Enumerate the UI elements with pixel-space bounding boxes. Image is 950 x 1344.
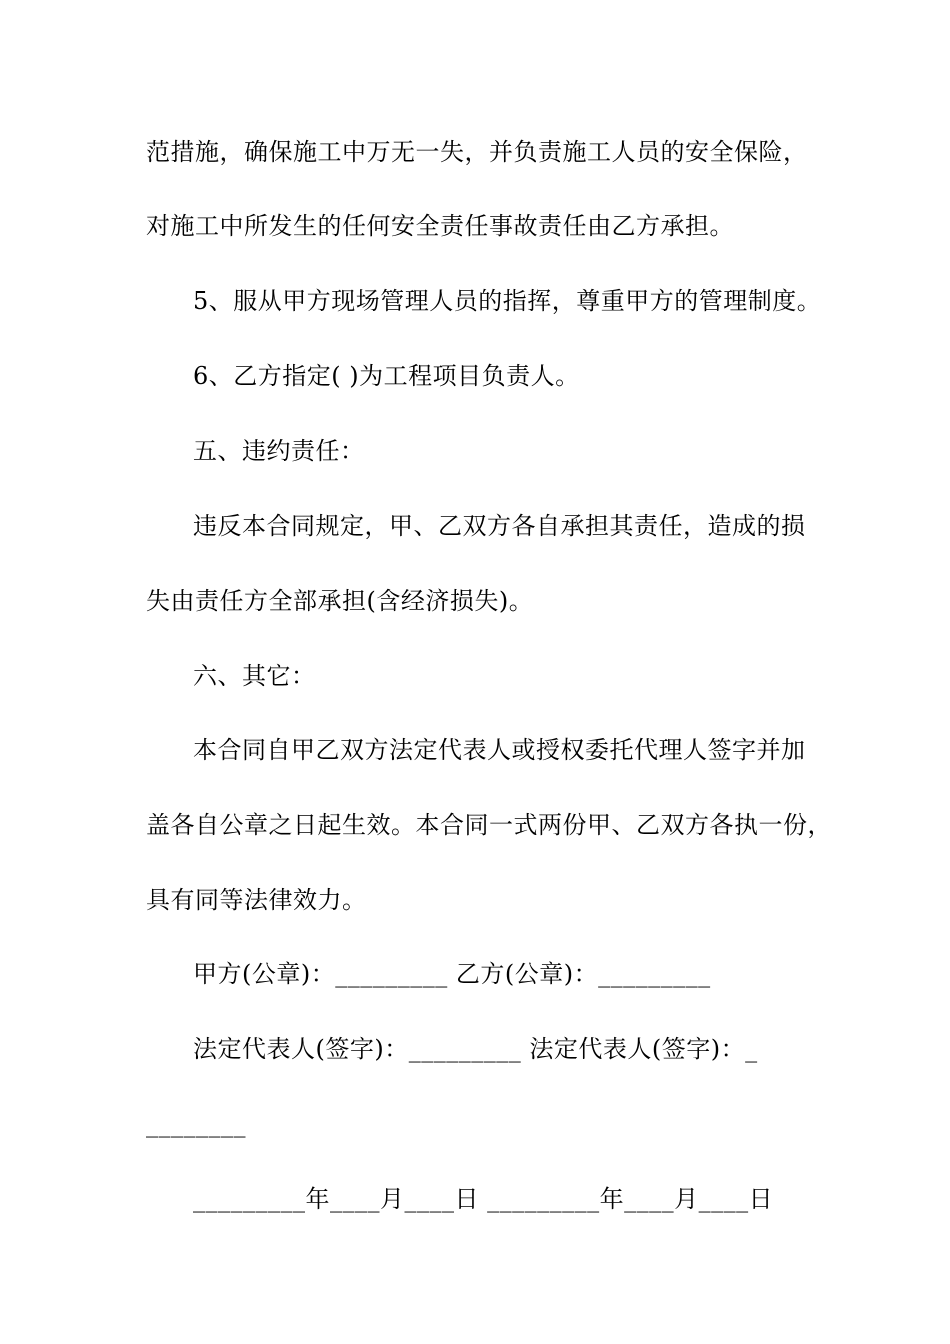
clause-5: 5、服从甲方现场管理人员的指挥，尊重甲方的管理制度。 <box>193 287 822 315</box>
signature-underline-continuation: ________ <box>146 1110 246 1138</box>
section-heading-other: 六、其它： <box>193 662 316 690</box>
text-line: 范措施，确保施工中万无一失，并负责施工人员的安全保险， <box>146 138 808 166</box>
text-line: 盖各自公章之日起生效。本合同一式两份甲、乙双方各执一份， <box>146 811 832 839</box>
text-line: 对施工中所发生的任何安全责任事故责任由乙方承担。 <box>146 212 734 240</box>
text-line: 违反本合同规定，甲、乙双方各自承担其责任，造成的损 <box>193 512 806 540</box>
clause-6: 6、乙方指定( )为工程项目负责人。 <box>193 362 580 390</box>
text-line: 失由责任方全部承担(含经济损失)。 <box>146 587 534 615</box>
signature-seal-line: 甲方(公章)：_________ 乙方(公章)：_________ <box>193 960 711 988</box>
signature-representative-line: 法定代表人(签字)：_________ 法定代表人(签字)：_ <box>193 1035 758 1063</box>
section-heading-breach: 五、违约责任： <box>193 437 365 465</box>
text-line: 具有同等法律效力。 <box>146 886 367 914</box>
signature-date-line: _________年____月____日 _________年____月____日 <box>193 1185 774 1213</box>
text-line: 本合同自甲乙双方法定代表人或授权委托代理人签字并加 <box>193 736 806 764</box>
